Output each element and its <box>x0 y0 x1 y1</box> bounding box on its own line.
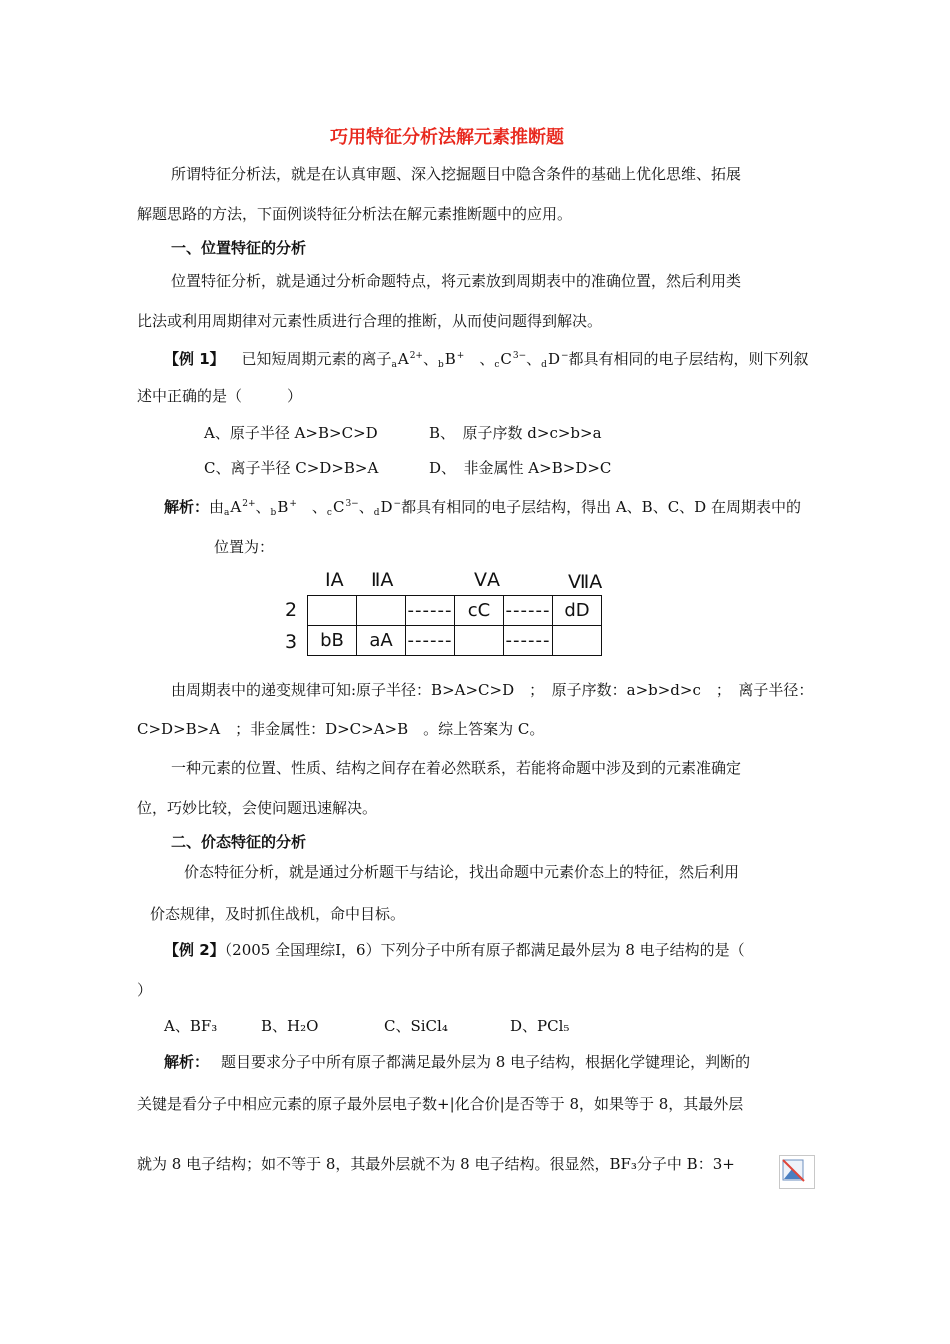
intro-line-1: 所谓特征分析法，就是在认真审题、深入挖掘题目中隐含条件的基础上优化思维、拓展 <box>171 165 742 183</box>
solution-label: 解析： <box>164 1053 210 1071</box>
table-cell: ------ <box>504 626 553 656</box>
example-2-option-c: C、SiCl₄ <box>384 1017 448 1035</box>
table-cell: bB <box>308 626 357 656</box>
table-cell <box>357 596 406 626</box>
table-cell: ------ <box>406 626 455 656</box>
solution-label: 解析： <box>164 498 210 516</box>
example-2-label: 【例 2】 <box>164 941 225 959</box>
period-label-3: 3 <box>285 631 298 653</box>
example-2-solution-line-3: 就为 8 电子结构；如不等于 8，其最外层就不为 8 电子结构。很显然，BF₃分子中 B：3+ <box>137 1155 735 1173</box>
example-1-label: 【例 1】 <box>164 350 225 368</box>
section-1-paragraph-line-2: 比法或利用周期律对元素性质进行合理的推断，从而使问题得到解决。 <box>137 312 603 330</box>
note-line-2: 位，巧妙比较，会使问题迅速解决。 <box>137 799 378 817</box>
table-row-period-3 <box>308 626 602 656</box>
example-1-option-a: A、原子半径 A>B>C>D <box>204 424 378 442</box>
example-1-option-b: B、 原子序数 d>c>b>a <box>429 424 602 442</box>
section-1-paragraph-line-1: 位置特征分析，就是通过分析命题特点，将元素放到周期表中的准确位置，然后利用类 <box>171 272 742 290</box>
note-line-1: 一种元素的位置、性质、结构之间存在着必然联系，若能将命题中涉及到的元素准确定 <box>171 759 742 777</box>
section-2-heading: 二、价态特征的分析 <box>171 833 307 851</box>
section-1-heading: 一、位置特征的分析 <box>171 239 307 257</box>
example-2-option-d: D、PCl₅ <box>510 1017 570 1035</box>
section-2-paragraph-line-2: 价态规律，及时抓住战机，命中目标。 <box>150 905 406 923</box>
table-cell: ------ <box>406 596 455 626</box>
example-1-solution: 解析：由$_aA^{2+}$、$_b$B+ 、$_cC^{3-}$、$_d$D−都具有相同的电子层结构，得出 A、B、C、D 在周期表中的 <box>164 498 801 518</box>
example-2-stem: 【例 2】（2005 全国理综Ⅰ，6）下列分子中所有原子都满足最外层为 8 电子结构的是（ <box>164 941 745 959</box>
table-cell: aA <box>357 626 406 656</box>
example-2-option-b: B、H₂O <box>261 1017 319 1035</box>
table-cell: ------ <box>504 596 553 626</box>
table-cell: cC <box>455 596 504 626</box>
table-cell <box>553 626 602 656</box>
example-1-option-c: C、离子半径 C>D>B>A <box>204 459 379 477</box>
intro-line-2: 解题思路的方法，下面例谈特征分析法在解元素推断题中的应用。 <box>137 205 573 223</box>
conclusion-line-2: C>D>B>A ；非金属性：D>C>A>B 。综上答案为 C。 <box>137 720 545 738</box>
example-2-solution-line-1: 解析： 题目要求分子中所有原子都满足最外层为 8 电子结构，根据化学键理论，判断的 <box>164 1053 751 1071</box>
example-2-solution-line-2: 关键是看分子中相应元素的原子最外层电子数+|化合价|是否等于 8，如果等于 8，其最外层 <box>137 1095 744 1113</box>
broken-image-icon <box>779 1155 815 1189</box>
periodic-table-sketch <box>307 595 602 656</box>
example-1-stem: 【例 1】 已知短周期元素的离子$_aA^{2+}$、$_b$B+ 、$_cC^{3-}$、$_d$D−都具有相同的电子层结构，则下列叙 <box>164 350 809 370</box>
page-title: 巧用特征分析法解元素推断题 <box>330 127 564 148</box>
group-label-7a: ⅦA <box>568 571 603 593</box>
table-cell <box>308 596 357 626</box>
example-2-option-a: A、BF₃ <box>164 1017 218 1035</box>
table-cell: dD <box>553 596 602 626</box>
example-1-stem-line-2: 述中正确的是（ ） <box>137 387 303 405</box>
section-2-paragraph-line-1: 价态特征分析，就是通过分析题干与结论，找出命题中元素价态上的特征，然后利用 <box>184 863 740 881</box>
conclusion-line-1: 由周期表中的递变规律可知:原子半径：B>A>C>D ； 原子序数：a>b>d>c ； 离子半径： <box>171 681 814 699</box>
example-1-solution-line-2: 位置为： <box>214 538 275 556</box>
table-row-period-2 <box>308 596 602 626</box>
table-cell <box>455 626 504 656</box>
example-1-option-d: D、 非金属性 A>B>D>C <box>429 459 612 477</box>
example-2-stem-close: ） <box>137 981 153 999</box>
group-label-5a: ⅤA <box>474 569 500 591</box>
period-label-2: 2 <box>285 599 298 621</box>
group-label-2a: ⅡA <box>371 569 394 591</box>
group-label-1a: ⅠA <box>325 569 344 591</box>
